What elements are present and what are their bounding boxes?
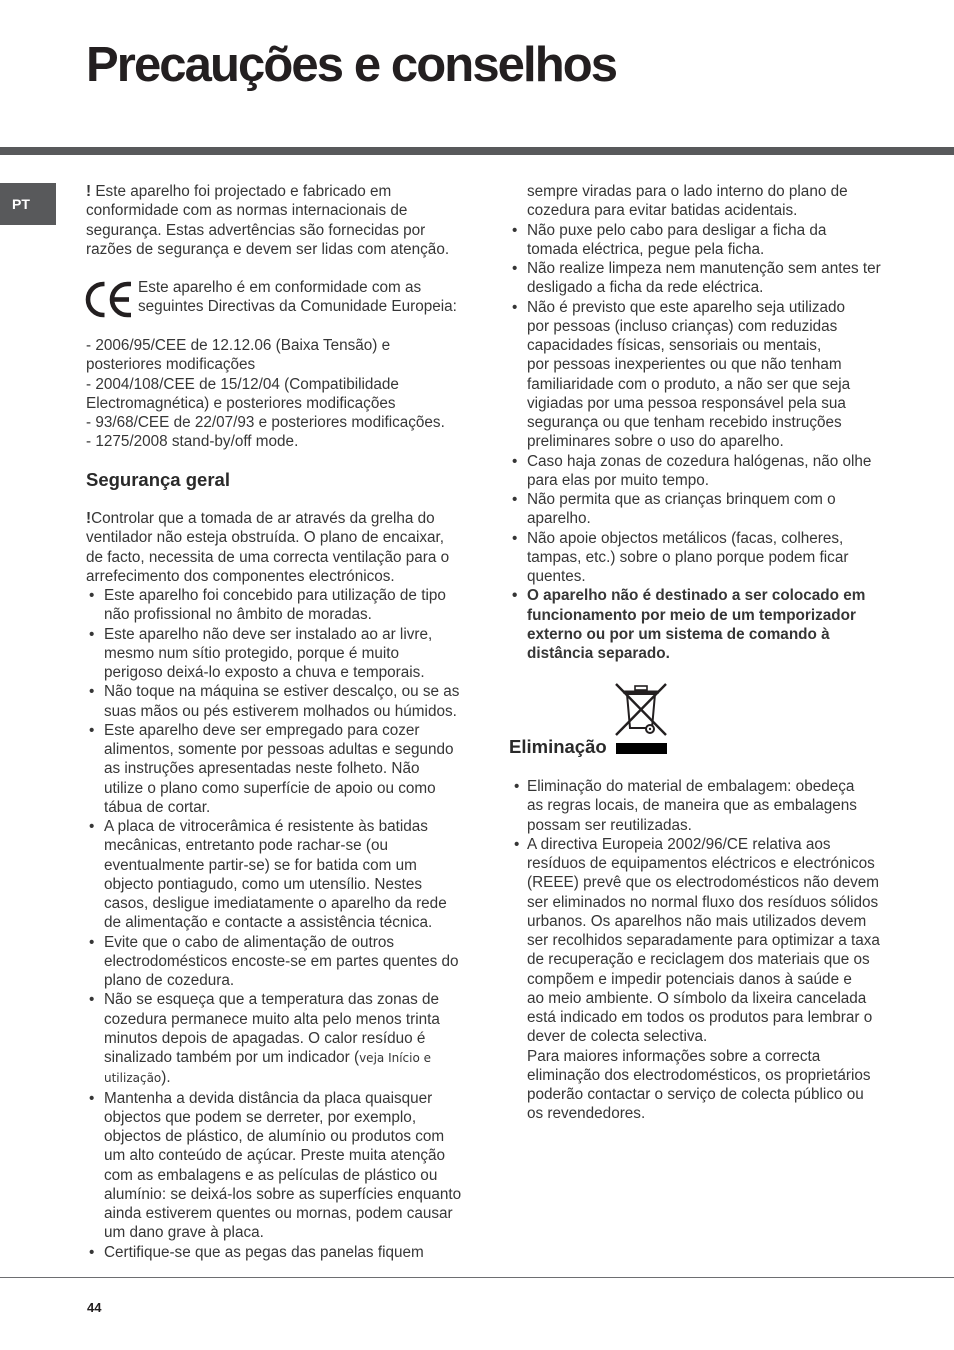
- warning-mark: !: [86, 510, 92, 527]
- text-line: Para maiores informações sobre a correcta: [527, 1047, 821, 1065]
- language-code: PT: [12, 196, 30, 212]
- text-line: ao meio ambiente. O símbolo da lixeira cancelada: [527, 989, 867, 1007]
- page-title: Precauções e conselhos: [86, 38, 617, 92]
- bullet-icon: •: [89, 683, 95, 701]
- footer-rule: [0, 1277, 954, 1278]
- bullet-icon: •: [512, 529, 518, 547]
- list-item: [509, 490, 909, 529]
- bullet-icon: •: [89, 721, 95, 739]
- bullet-icon: •: [512, 452, 518, 470]
- ce-letter-c: [88, 284, 104, 315]
- bullet-icon: •: [89, 1243, 95, 1261]
- text-line: ainda estiverem quentes ou mornas, podem causar: [104, 1205, 453, 1222]
- text-line: ser recolhidos separadamente para optimizar a taxa: [527, 932, 880, 949]
- safety-section-continued: [509, 182, 909, 663]
- text-line: Caso haja zonas de cozedura halógenas, não olhe: [527, 452, 872, 470]
- text-line: cozedura para evitar batidas acidentais.: [527, 202, 798, 220]
- text-line: as instruções apresentadas neste folheto. Não: [104, 760, 420, 778]
- text-line: aparelho.: [527, 510, 591, 528]
- text-line: A placa de vitrocerâmica é resistente às batidas: [104, 818, 428, 835]
- text-line: Este aparelho é em conformidade com as: [138, 279, 422, 296]
- text-line: objectos de plástico, de alumínio ou produtos com: [104, 1128, 445, 1145]
- text-line: objectos que podem se derreter, por exemplo,: [104, 1108, 417, 1126]
- bin-wheel-hub: [649, 728, 651, 730]
- text-run: sinalizado também por um indicador (: [104, 1049, 360, 1066]
- text-line: Não realize limpeza nem manutenção sem antes ter: [527, 260, 881, 277]
- list-item: [86, 817, 486, 933]
- text-line: posteriores modificações: [86, 356, 256, 374]
- disposal-note: [509, 1047, 909, 1124]
- weee-bar: [616, 743, 667, 754]
- header-band: [0, 147, 954, 155]
- text-line: conformidade com as normas internacionais de: [86, 202, 408, 220]
- text-line: com as embalagens e as películas de plástico ou: [104, 1166, 438, 1184]
- text-line: as regras locais, de maneira que as embalagens: [527, 797, 857, 815]
- text-line: suas mãos ou pés estiverem molhados ou húmidos.: [104, 702, 457, 720]
- text-line: Não permita que as crianças brinquem com o: [527, 491, 836, 508]
- list-item: [86, 933, 486, 991]
- text-line: Não puxe pelo cabo para desligar a ficha da: [527, 221, 827, 239]
- text-run: Controlar que a tomada de ar através da grelha do: [91, 510, 435, 527]
- text-run: ).: [161, 1069, 171, 1087]
- text-line: tábua de cortar.: [104, 798, 211, 816]
- text-line: funcionamento por meio de um temporizador: [527, 606, 856, 624]
- text-line: por pessoas (incluso crianças) com reduzidas: [527, 317, 838, 335]
- text-line: de alimentação e contacte a assistência técnica.: [104, 914, 433, 932]
- text-line: Eliminação do material de embalagem: obedeça: [527, 778, 855, 795]
- crossed-out-wheelie-bin-icon: [614, 682, 669, 756]
- text-line: A directiva Europeia 2002/96/CE relativa aos: [527, 835, 831, 853]
- section-heading-safety: Segurança geral: [86, 469, 230, 490]
- text-line: Electromagnética) e posteriores modificações: [86, 394, 396, 412]
- text-line: tampas, etc.) sobre o plano porque podem ficar: [527, 548, 849, 566]
- text-line: Este aparelho não deve ser instalado ao ar livre,: [104, 625, 433, 643]
- text-line: um alto conteúdo de açúcar. Preste muita atenção: [104, 1147, 445, 1165]
- text-line: mecânicas, entretanto pode rachar-se (ou: [104, 837, 389, 855]
- bullet-icon: •: [512, 587, 518, 605]
- text-line: Este aparelho deve ser empregado para cozer: [104, 721, 420, 739]
- text-line: minutos depois de apagadas. O calor resíduo é: [104, 1029, 426, 1047]
- text-line: [104, 1048, 486, 1068]
- bullet-icon: •: [89, 587, 95, 604]
- ce-notice: [138, 278, 457, 317]
- list-item: [509, 259, 909, 298]
- page-number: 44: [87, 1300, 102, 1315]
- text-line: plano de cozedura.: [104, 972, 235, 989]
- text-line: utilize o plano como superfície de apoio ou como: [104, 779, 436, 797]
- list-item: [509, 529, 909, 587]
- ce-mark-icon: [85, 281, 132, 318]
- bin-handle: [635, 686, 647, 690]
- text-line: Não é previsto que este aparelho seja utilizado: [527, 298, 846, 316]
- text-line: tomada eléctrica, pegue pela ficha.: [527, 240, 765, 258]
- cross-reference: veja Início e: [359, 1051, 432, 1065]
- list-item: [86, 721, 486, 817]
- bullet-icon: •: [512, 260, 518, 277]
- text-line: Não apoie objectos metálicos (facas, colheres,: [527, 529, 844, 547]
- bullet-icon: •: [512, 298, 518, 316]
- text-line: compõem e impedir potenciais danos à saúde e: [527, 970, 852, 988]
- list-item: [509, 586, 909, 663]
- text-line: possam ser reutilizadas.: [527, 816, 692, 834]
- safety-section: [86, 509, 486, 1262]
- safety-bullet-list-continued: [509, 221, 909, 664]
- text-line: resíduos de equipamentos eléctricos e electrónicos: [527, 855, 875, 872]
- bullet-icon: •: [89, 1089, 95, 1107]
- list-item: [509, 777, 909, 835]
- text-line: [86, 182, 449, 201]
- language-tab: [0, 183, 56, 225]
- bullet-icon: •: [512, 221, 518, 239]
- text-line: O aparelho não é destinado a ser colocado em: [527, 587, 866, 605]
- text-line: preliminares sobre o uso do aparelho.: [527, 433, 784, 451]
- list-item: [86, 1243, 486, 1262]
- list-item: [86, 1089, 486, 1243]
- bullet-icon: •: [89, 991, 95, 1009]
- list-item: [509, 452, 909, 491]
- text-line: alumínio: se deixá-los sobre as superfícies enquanto: [104, 1185, 462, 1203]
- text-line: quentes.: [527, 568, 586, 585]
- text-line: ventilador não esteja obstruída. O plano de encaixar,: [86, 529, 445, 547]
- text-line: Mantenha a devida distância da placa quaisquer: [104, 1089, 433, 1107]
- text-line: poderão contactar o serviço de colecta público ou: [527, 1086, 864, 1103]
- bullet-continuation: [509, 182, 909, 221]
- text-line: - 93/68/CEE de 22/07/93 e posteriores modificações.: [86, 414, 445, 431]
- text-line: [104, 1068, 486, 1088]
- list-item: [86, 586, 486, 625]
- bullet-icon: •: [89, 933, 95, 951]
- text-line: urbanos. Os aparelhos não mais utilizados devem: [527, 912, 867, 930]
- text-line: Este aparelho foi concebido para utilização de tipo: [104, 587, 446, 604]
- section-heading-disposal: Eliminação: [509, 736, 607, 757]
- text-run: Este aparelho foi projectado e fabricado em: [91, 183, 392, 200]
- bullet-icon: •: [89, 625, 95, 643]
- text-line: por pessoas inexperientes ou que não tenham: [527, 356, 842, 374]
- text-line: não profissional no âmbito de moradas.: [104, 606, 372, 624]
- text-line: distância separado.: [527, 645, 670, 662]
- text-line: familiaridade com o produto, a não ser que seja: [527, 375, 851, 393]
- list-item: [509, 298, 909, 452]
- text-line: externo ou por um sistema de comando à: [527, 625, 830, 643]
- list-item: [509, 835, 909, 1047]
- text-line: um dano grave à placa.: [104, 1224, 264, 1242]
- text-line: segurança. Estas advertências são fornecidas por: [86, 221, 426, 239]
- text-line: cozedura permanece muito alta pelo menos trinta: [104, 1010, 440, 1028]
- text-line: de facto, necessita de uma correcta ventilação para o: [86, 548, 450, 566]
- text-line: (REEE) prevê que os electrodomésticos não devem: [527, 874, 880, 892]
- text-line: capacidades físicas, sensoriais ou mentais,: [527, 337, 822, 354]
- text-line: sempre viradas para o lado interno do plano de: [527, 183, 848, 200]
- disposal-bullet-list: [509, 777, 909, 1047]
- bullet-icon: •: [512, 491, 518, 508]
- text-line: casos, desligue imediatamente o aparelho da rede: [104, 895, 447, 912]
- text-line: vigiadas por uma pessoa responsável pela sua: [527, 394, 846, 412]
- text-line: para elas por muito tempo.: [527, 471, 709, 489]
- bullet-icon: •: [89, 818, 95, 835]
- warning-mark: !: [86, 183, 92, 200]
- text-line: Não toque na máquina se estiver descalço, ou se as: [104, 683, 460, 701]
- directive-list: [86, 336, 445, 452]
- text-line: desligado a ficha da rede eléctrica.: [527, 279, 764, 297]
- text-line: os revendedores.: [527, 1105, 646, 1123]
- cross-reference: utilização: [104, 1071, 162, 1086]
- text-line: Evite que o cabo de alimentação de outros: [104, 933, 394, 951]
- text-line: electrodomésticos encoste-se em partes quentes do: [104, 952, 459, 970]
- text-line: perigoso deixá-lo exposto a chuva e temporais.: [104, 664, 425, 681]
- text-line: eventualmente partir-se) se for batida com um: [104, 856, 417, 874]
- text-line: dever de colecta selectiva.: [527, 1028, 708, 1046]
- text-line: objecto pontiagudo, como um utensílio. Nestes: [104, 875, 423, 893]
- text-line: está indicado em todos os produtos para lembrar o: [527, 1009, 873, 1026]
- intro-paragraph: [86, 182, 449, 259]
- bullet-icon: •: [514, 835, 520, 853]
- text-line: eliminação dos electrodomésticos, os proprietários: [527, 1066, 871, 1084]
- text-line: - 2004/108/CEE de 15/12/04 (Compatibilidade: [86, 375, 399, 393]
- text-line: ser eliminados no normal fluxo dos resíduos sólidos: [527, 893, 879, 911]
- list-item: [509, 221, 909, 260]
- list-item: [86, 682, 486, 721]
- text-line: - 2006/95/CEE de 12.12.06 (Baixa Tensão) e: [86, 337, 391, 354]
- text-line: Certifique-se que as pegas das panelas fiquem: [104, 1243, 424, 1261]
- text-line: alimentos, somente por pessoas adultas e segundo: [104, 741, 454, 758]
- bullet-icon: •: [514, 778, 520, 795]
- list-item: [86, 625, 486, 683]
- text-line: razões de segurança e devem ser lidas com atenção.: [86, 240, 450, 258]
- text-line: - 1275/2008 stand-by/off mode.: [86, 433, 299, 451]
- text-line: [86, 509, 486, 528]
- disposal-section: [509, 777, 909, 1124]
- text-line: seguintes Directivas da Comunidade Europeia:: [138, 298, 457, 316]
- list-item: [86, 990, 486, 1088]
- ventilation-paragraph: [86, 509, 486, 586]
- safety-bullet-list: [86, 586, 486, 1262]
- text-line: de recuperação e reciclagem dos materiais que os: [527, 951, 870, 969]
- text-line: mesmo num sítio protegido, porque é muito: [104, 644, 400, 662]
- text-line: Não se esqueça que a temperatura das zonas de: [104, 991, 440, 1009]
- text-line: segurança ou que tenham recebido instruções: [527, 414, 842, 431]
- text-line: arrefecimento dos componentes electrónicos.: [86, 567, 395, 585]
